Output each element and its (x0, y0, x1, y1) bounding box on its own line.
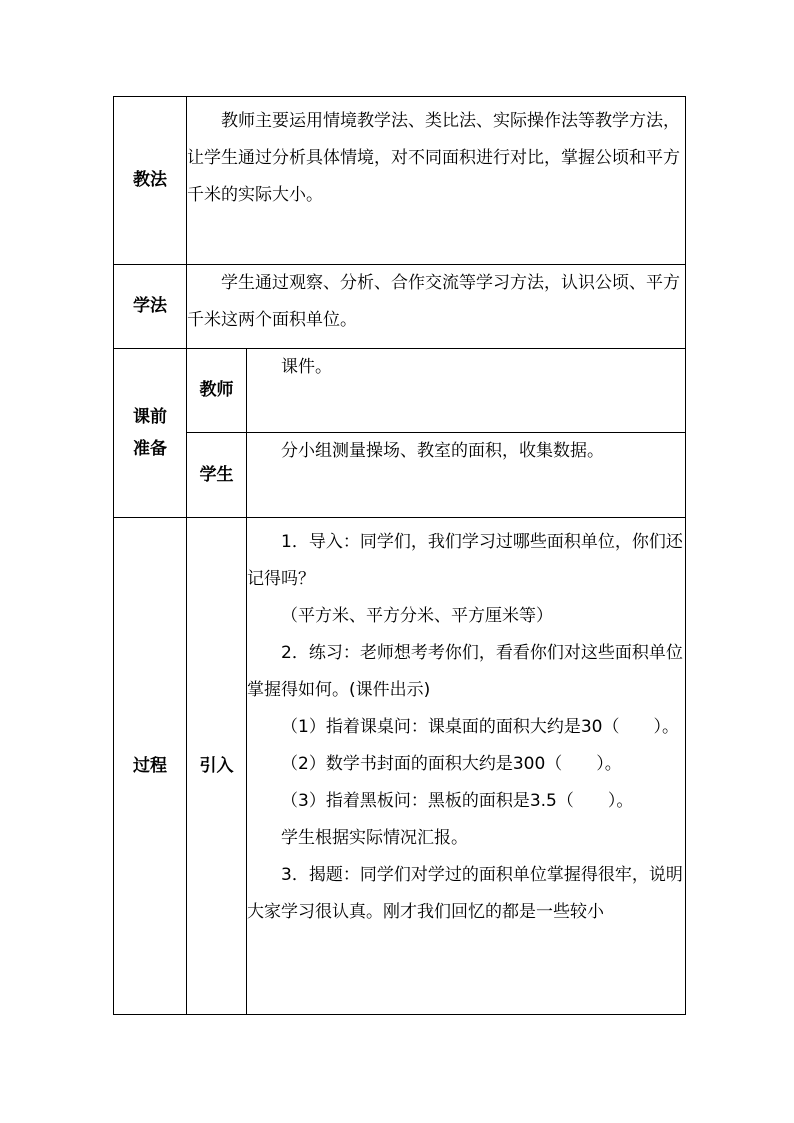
label-preparation-line2: 准备 (133, 439, 167, 459)
label-learning-method: 学法 (114, 265, 187, 349)
process-line-3: 2．练习：老师想考考你们，看看你们对这些面积单位掌握得如何。(课件出示) (247, 643, 683, 700)
process-line-5: （2）数学书封面的面积大约是300（ ）。 (281, 754, 622, 774)
label-teacher: 教师 (187, 349, 247, 433)
row-preparation-student (114, 433, 686, 518)
learning-method-paragraph: 学生通过观察、分析、合作交流等学习方法，认识公顷、平方千米这两个面积单位。 (187, 273, 680, 330)
text-introduction (247, 518, 686, 1015)
teaching-method-paragraph: 教师主要运用情境教学法、类比法、实际操作法等教学方法，让学生通过分析具体情境，对不同面积进行对比，掌握公顷和平方千米的实际大小。 (187, 111, 680, 205)
text-teacher-prep (247, 349, 686, 433)
teacher-prep-paragraph: 课件。 (281, 357, 332, 377)
label-process: 过程 (114, 518, 187, 1015)
student-prep-paragraph: 分小组测量操场、教室的面积，收集数据。 (281, 441, 604, 461)
label-introduction: 引入 (187, 518, 247, 1015)
row-preparation-teacher (114, 349, 686, 433)
label-student: 学生 (187, 433, 247, 518)
process-line-2: （平方米、平方分米、平方厘米等） (281, 606, 553, 626)
process-line-4: （1）指着课桌问：课桌面的面积大约是30（ ）。 (281, 717, 679, 737)
row-teaching-method (114, 97, 686, 265)
text-teaching-method (187, 97, 686, 265)
text-learning-method (187, 265, 686, 349)
process-line-6: （3）指着黑板问：黑板的面积是3.5（ ）。 (281, 791, 634, 811)
label-preparation-line1: 课前 (133, 406, 167, 427)
process-line-7: 学生根据实际情况汇报。 (281, 828, 468, 848)
row-learning-method (114, 265, 686, 349)
label-teaching-method: 教法 (114, 97, 187, 265)
text-student-prep (247, 433, 686, 518)
process-line-8: 3．揭题：同学们对学过的面积单位掌握得很牢，说明大家学习很认真。刚才我们回忆的都是一些较小 (247, 865, 683, 922)
lesson-plan-table (113, 96, 686, 1015)
process-line-1: 1．导入：同学们，我们学习过哪些面积单位，你们还记得吗？ (247, 532, 683, 589)
label-preparation (114, 349, 187, 518)
row-process (114, 518, 686, 1015)
